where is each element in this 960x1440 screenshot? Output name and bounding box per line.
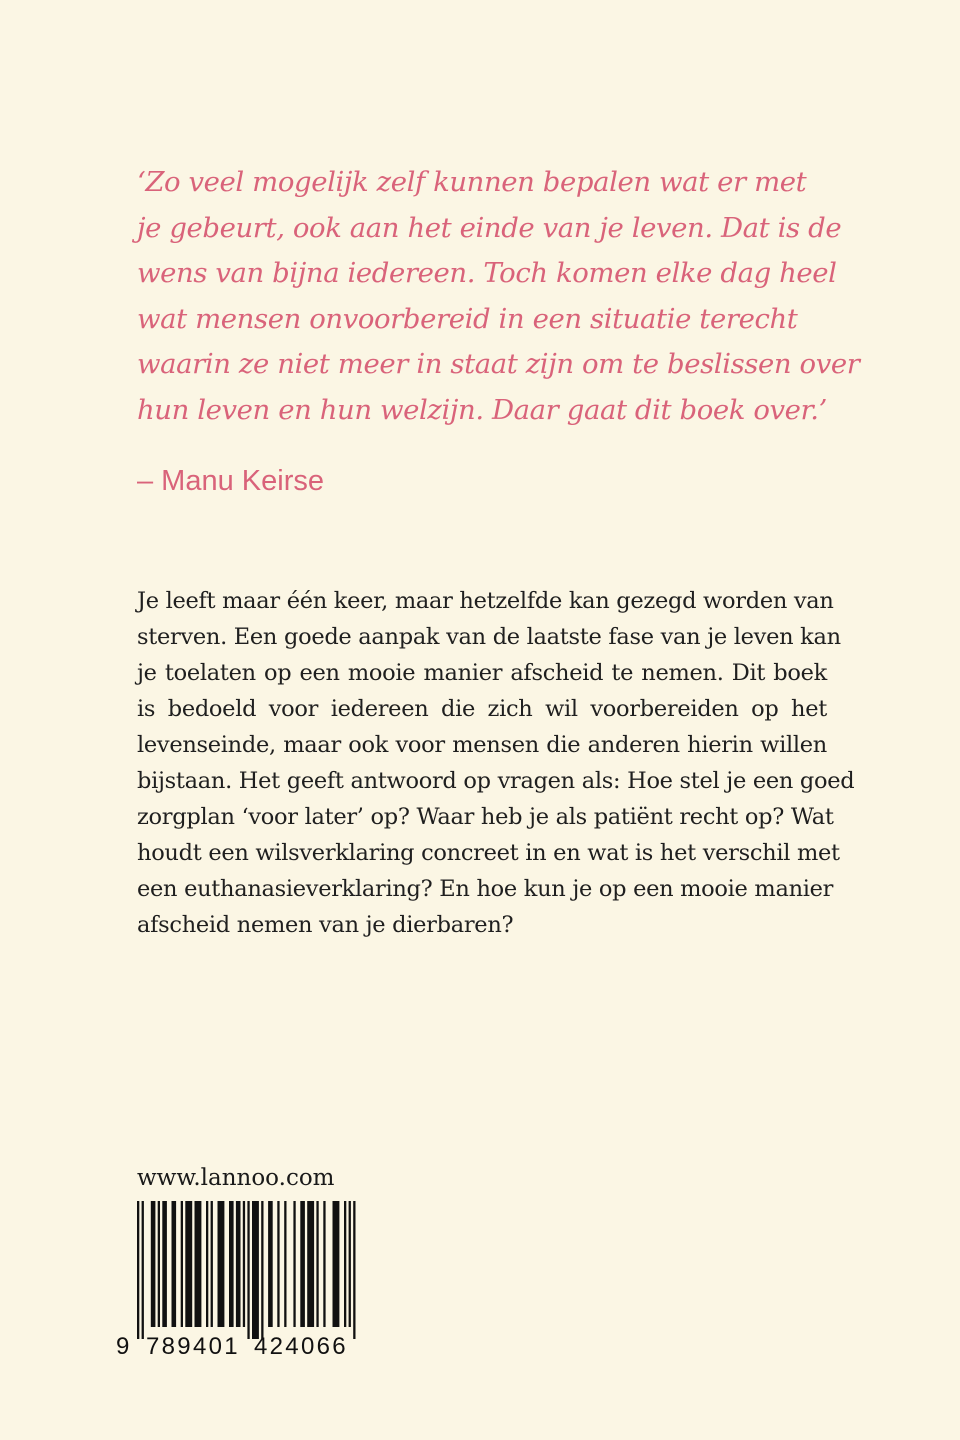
barcode-bar (185, 1201, 192, 1327)
barcode-bar (211, 1201, 213, 1327)
description-line: sterven. Een goede aanpak van de laatste fase van je leven kan (137, 624, 841, 650)
barcode-bar (181, 1201, 183, 1327)
publisher-url[interactable]: www.lannoo.com (137, 1165, 335, 1191)
barcode-bar (243, 1201, 245, 1327)
book-description (137, 583, 855, 943)
barcode-bar (172, 1201, 177, 1327)
isbn-barcode (110, 1195, 370, 1371)
description-line: bijstaan. Het geeft antwoord op vragen als: Hoe stel je een goed (137, 768, 855, 794)
barcode-bar (151, 1201, 156, 1327)
barcode-bar (142, 1201, 144, 1339)
barcode-bar (236, 1201, 241, 1327)
barcode-bar (195, 1201, 202, 1327)
description-line: afscheid nemen van je dierbaren? (137, 912, 514, 938)
quote-line: waarin ze niet meer in staat zijn om te beslissen over (137, 348, 860, 380)
description-line: een euthanasieverklaring? En hoe kun je op een mooie manier (137, 876, 834, 902)
quote-line: ‘Zo veel mogelijk zelf kunnen bepalen wat er met (137, 166, 807, 198)
description-line: Je leeft maar één keer, maar hetzelfde kan gezegd worden van (137, 588, 834, 614)
barcode-bar (353, 1201, 355, 1339)
isbn-left-digits: 789401 (146, 1333, 240, 1360)
barcode-bar (252, 1201, 259, 1339)
barcode-bar (268, 1201, 273, 1327)
description-line: is bedoeld voor iedereen die zich wil voorbereiden op het (137, 696, 827, 722)
barcode-bar (261, 1201, 263, 1339)
barcode-bar (307, 1201, 314, 1327)
barcode-bar (284, 1201, 286, 1327)
quote-author: – Manu Keirse (137, 465, 324, 497)
barcode-bar (277, 1201, 279, 1327)
barcode-bar (316, 1201, 318, 1327)
description-line: je toelaten op een mooie manier afscheid te nemen. Dit boek (137, 660, 827, 686)
barcode-bar (229, 1201, 234, 1327)
quote-line: wat mensen onvoorbereid in een situatie terecht (137, 302, 798, 335)
description-line: zorgplan ‘voor later’ op? Waar heb je als patiënt recht op? Wat (137, 804, 834, 830)
description-line: levenseinde, maar ook voor mensen die anderen hierin willen (137, 732, 827, 758)
barcode-bar (218, 1201, 225, 1327)
barcode-bar (333, 1201, 340, 1327)
isbn-first-digit: 9 (116, 1333, 131, 1360)
quote-line: hun leven en hun welzijn. Daar gaat dit boek over.’ (137, 393, 827, 426)
description-line: houdt een wilsverklaring concreet in en wat is het verschil met (137, 840, 840, 866)
barcode-bar (323, 1201, 325, 1327)
barcode-bar (293, 1201, 295, 1327)
isbn-right-digits: 424066 (254, 1333, 348, 1360)
barcode-bar (137, 1201, 139, 1339)
barcode-bar (158, 1201, 160, 1327)
pull-quote (137, 160, 860, 433)
barcode-bar (206, 1201, 208, 1327)
quote-line: je gebeurt, ook aan het einde van je leven. Dat is de (137, 211, 842, 244)
barcode-bar (247, 1201, 249, 1339)
barcode-bar (349, 1201, 351, 1327)
barcode-bar (162, 1201, 167, 1327)
barcode-bar (344, 1201, 346, 1327)
quote-line: wens van bijna iedereen. Toch komen elke dag heel (137, 257, 837, 289)
barcode-bar (300, 1201, 305, 1327)
barcode-icon (137, 1201, 359, 1339)
